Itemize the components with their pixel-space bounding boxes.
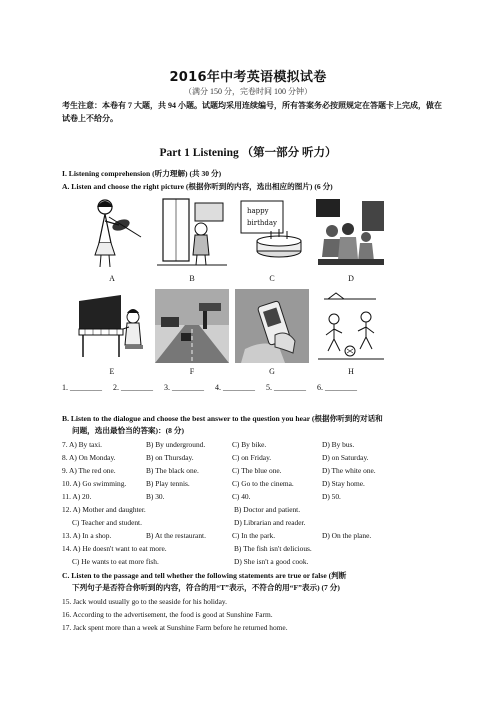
picture-e xyxy=(75,289,149,363)
picture-h xyxy=(314,289,388,363)
section-b-heading: B. Listen to the dialogue and choose the best answer to the question you hear (根据你听到的对话和 xyxy=(62,414,383,423)
option-c: C) The blue one. xyxy=(232,466,282,475)
option-c: C) on Friday. xyxy=(232,453,272,462)
section-heading: I. Listening comprehension (听力理解) (共 30 分) xyxy=(62,169,222,178)
answer-blank-1[interactable]: 1. ________ xyxy=(62,383,102,392)
option-d: D) By bus. xyxy=(322,440,355,449)
option-d: D) She isn't a good cook. xyxy=(234,557,309,566)
answer-blanks xyxy=(62,383,366,392)
boy-at-door-icon xyxy=(155,195,229,269)
option-c: C) 40. xyxy=(232,492,251,501)
picture-b xyxy=(155,195,229,269)
question-row xyxy=(62,518,452,529)
exam-notice: 考生注意：本卷有 7 大题，共 94 小题。试题均采用连续编号，所有答案务必按照规定在答题卡上完成，做在试卷上不给分。 xyxy=(62,101,442,123)
option-b: B) The black one. xyxy=(146,466,199,475)
answer-blank-3[interactable]: 3. ________ xyxy=(164,383,204,392)
question-row xyxy=(62,479,452,490)
picture-label-e: E xyxy=(109,367,115,376)
option-a: 9. A) The red one. xyxy=(62,466,116,475)
option-a: 8. A) On Monday. xyxy=(62,453,116,462)
answer-blank-6[interactable]: 6. ________ xyxy=(317,383,357,392)
option-d: D) Stay home. xyxy=(322,479,365,488)
option-a: 11. A) 20. xyxy=(62,492,92,501)
option-b: B) Doctor and patient. xyxy=(234,505,301,514)
option-b: B) on Thursday. xyxy=(146,453,194,462)
svg-text:happy: happy xyxy=(247,207,269,215)
picture-f xyxy=(155,289,229,363)
picture-label-c: C xyxy=(269,274,275,283)
section-c-heading: C. Listen to the passage and tell whether the following statements are true or false (判断 xyxy=(62,571,347,580)
option-a: 10. A) Go swimming. xyxy=(62,479,127,488)
kids-ball-icon xyxy=(314,289,388,363)
option-b: B) By underground. xyxy=(146,440,206,449)
section-a-heading: A. Listen and choose the right picture (根据你听到的内容，选出相应的图片) (6 分) xyxy=(62,182,333,191)
girl-violin-icon xyxy=(75,195,149,269)
question-row xyxy=(62,557,452,568)
svg-text:birthday: birthday xyxy=(247,219,277,227)
page-title: 2016年中考英语模拟试卷 xyxy=(169,70,327,85)
birthday-cake-icon xyxy=(235,195,309,269)
option-a: 12. A) Mother and daughter. xyxy=(62,505,146,514)
part-heading: Part 1 Listening （第一部分 听力） xyxy=(159,147,337,159)
picture-label-g: G xyxy=(269,367,275,376)
family-room-icon xyxy=(314,195,388,269)
picture-label-f: F xyxy=(189,367,195,376)
question-row xyxy=(62,492,452,503)
option-c: C) Teacher and student. xyxy=(72,518,142,527)
answer-blank-2[interactable]: 2. ________ xyxy=(113,383,153,392)
option-c: C) Go to the cinema. xyxy=(232,479,294,488)
picture-label-b: B xyxy=(189,274,195,283)
option-d: D) on Saturday. xyxy=(322,453,369,462)
statement: 16. According to the advertisement, the food is good at Sunshine Farm. xyxy=(62,610,273,619)
picture-g xyxy=(235,289,309,363)
exam-subtitle: （满分 150 分，完卷时间 100 分钟） xyxy=(184,87,312,96)
option-c: C) He wants to eat more fish. xyxy=(72,557,159,566)
option-a: 7. A) By taxi. xyxy=(62,440,103,449)
question-row xyxy=(62,531,452,542)
picture-label-a: A xyxy=(109,274,115,283)
section-c-heading-cont: 下列句子是否符合你听到的内容，符合的用“T”表示，不符合的用“F”表示) (7 分) xyxy=(72,583,340,592)
question-row xyxy=(62,505,452,516)
phone-hand-icon xyxy=(235,289,309,363)
section-b-heading-cont: 问题，选出最恰当的答案)：(8 分) xyxy=(72,426,184,435)
question-row xyxy=(62,544,452,555)
picture-label-h: H xyxy=(348,367,354,376)
picture-label-d: D xyxy=(348,274,354,283)
question-row xyxy=(62,440,452,451)
option-a: 14. A) He doesn't want to eat more. xyxy=(62,544,167,553)
option-b: B) Play tennis. xyxy=(146,479,190,488)
picture-d xyxy=(314,195,388,269)
option-b: B) 30. xyxy=(146,492,165,501)
option-d: D) 50. xyxy=(322,492,341,501)
option-d: D) On the plane. xyxy=(322,531,372,540)
statement: 15. Jack would usually go to the seaside for his holiday. xyxy=(62,597,227,606)
option-b: B) At the restaurant. xyxy=(146,531,206,540)
answer-blank-4[interactable]: 4. ________ xyxy=(215,383,255,392)
option-c: C) By bike. xyxy=(232,440,267,449)
highway-bus-icon xyxy=(155,289,229,363)
option-d: D) The white one. xyxy=(322,466,376,475)
answer-blank-5[interactable]: 5. ________ xyxy=(266,383,306,392)
question-row xyxy=(62,466,452,477)
girl-piano-icon xyxy=(75,289,149,363)
picture-a xyxy=(75,195,149,269)
option-c: C) In the park. xyxy=(232,531,276,540)
picture-c xyxy=(235,195,309,269)
statement: 17. Jack spent more than a week at Sunshine Farm before he returned home. xyxy=(62,623,288,632)
option-b: B) The fish isn't delicious. xyxy=(234,544,312,553)
question-row xyxy=(62,453,452,464)
option-d: D) Librarian and reader. xyxy=(234,518,306,527)
option-a: 13. A) In a shop. xyxy=(62,531,112,540)
